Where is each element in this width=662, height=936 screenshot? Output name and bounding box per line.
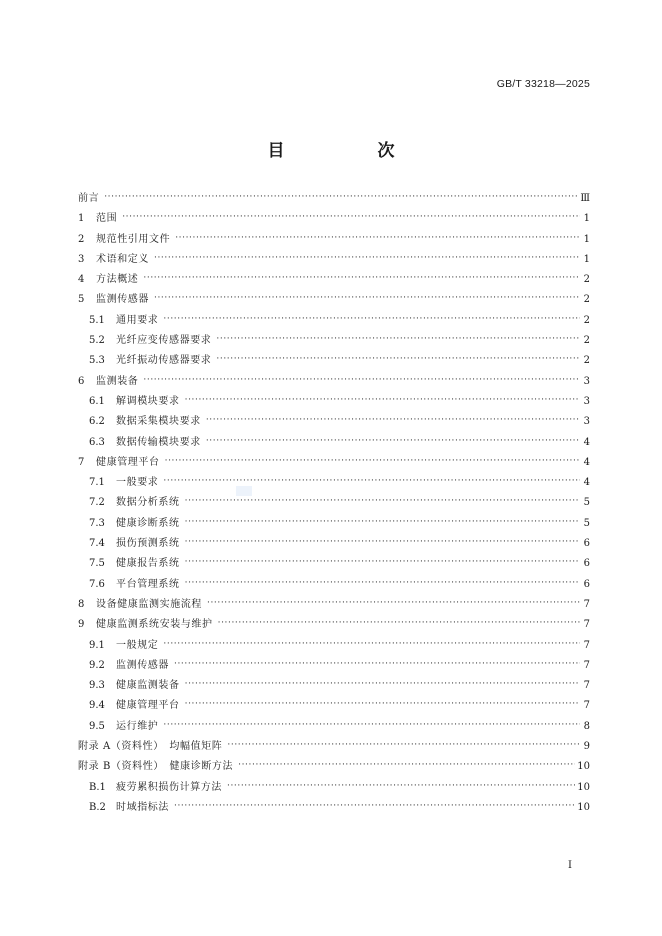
toc-entry[interactable] bbox=[78, 372, 590, 392]
toc-entry[interactable] bbox=[78, 412, 590, 432]
toc-entry-label: 数据分析系统 bbox=[116, 497, 180, 509]
toc-entry-number: 7.1 bbox=[89, 477, 105, 489]
toc-entry[interactable] bbox=[78, 595, 590, 615]
dot-leader bbox=[143, 374, 580, 385]
toc-entry-number: 7.5 bbox=[89, 558, 105, 570]
toc-entry-number: B.1 bbox=[89, 781, 106, 793]
toc-entry-number: 3 bbox=[78, 253, 85, 265]
toc-entry-number: 9.5 bbox=[89, 720, 105, 732]
toc-entry-page: 7 bbox=[583, 598, 590, 610]
toc-entry-page: 10 bbox=[577, 801, 590, 813]
toc-title: 目 次 bbox=[267, 141, 433, 161]
toc-entry-label: 时域指标法 bbox=[116, 801, 169, 813]
toc-entry[interactable] bbox=[78, 737, 590, 757]
toc-entry-page: 2 bbox=[583, 274, 590, 286]
toc-entry[interactable] bbox=[78, 433, 590, 453]
dot-leader bbox=[163, 475, 580, 486]
toc-entry-number: 6.2 bbox=[89, 416, 105, 428]
dot-leader bbox=[207, 597, 580, 608]
toc-entry-number: 8 bbox=[78, 598, 85, 610]
toc-entry-number: 7.2 bbox=[89, 497, 105, 509]
toc-entry-label: 健康诊断系统 bbox=[116, 517, 180, 529]
toc-entry-label: 光纤应变传感器要求 bbox=[116, 335, 212, 347]
toc-entry-label: 一般规定 bbox=[116, 639, 159, 651]
toc-entry-label: 健康管理平台 bbox=[116, 700, 180, 712]
dot-leader bbox=[216, 333, 580, 344]
toc-entry-page: 1 bbox=[583, 213, 590, 225]
toc-entry[interactable] bbox=[78, 676, 590, 696]
dot-leader bbox=[163, 313, 580, 324]
toc-entry-label: 通用要求 bbox=[116, 314, 159, 326]
toc-entry-label: 附录 B（资料性） 健康诊断方法 bbox=[78, 761, 234, 773]
dot-leader bbox=[154, 292, 580, 303]
toc-entry-number: 7.6 bbox=[89, 578, 105, 590]
toc-entry[interactable] bbox=[78, 351, 590, 371]
toc-entry-label: 平台管理系统 bbox=[116, 578, 180, 590]
dot-leader bbox=[104, 191, 578, 202]
toc-entry-label: 解调模块要求 bbox=[116, 395, 180, 407]
toc-entry-page: 6 bbox=[583, 538, 590, 550]
toc-entry-page: 1 bbox=[583, 253, 590, 265]
toc-entry-page: 4 bbox=[583, 436, 590, 448]
toc-entry[interactable] bbox=[78, 453, 590, 473]
toc-entry[interactable] bbox=[78, 493, 590, 513]
toc-entry[interactable] bbox=[78, 230, 590, 250]
toc-entry[interactable] bbox=[78, 798, 590, 818]
dot-leader bbox=[185, 698, 580, 709]
toc-entry-number: 5 bbox=[78, 294, 85, 306]
toc-entry-page: 5 bbox=[583, 517, 590, 529]
toc-entry-label: 数据传输模块要求 bbox=[116, 436, 201, 448]
toc-entry-number: 5.1 bbox=[89, 314, 105, 326]
toc-entry[interactable] bbox=[78, 554, 590, 574]
toc-entry-label: 健康监测装备 bbox=[116, 680, 180, 692]
toc-entry[interactable] bbox=[78, 473, 590, 493]
toc-entry-label: 监测传感器 bbox=[116, 659, 169, 671]
toc-entry-label: 监测装备 bbox=[96, 375, 139, 387]
toc-entry[interactable] bbox=[78, 189, 590, 209]
toc-entry-number: 2 bbox=[78, 233, 85, 245]
dot-leader bbox=[185, 495, 580, 506]
toc-entry-number: 6.3 bbox=[89, 436, 105, 448]
toc-entry[interactable] bbox=[78, 534, 590, 554]
toc-entry[interactable] bbox=[78, 717, 590, 737]
toc-entry-number: 5.2 bbox=[89, 335, 105, 347]
toc-entry-label: 健康监测系统安装与维护 bbox=[96, 619, 213, 631]
toc-entry-page: 7 bbox=[583, 639, 590, 651]
toc-entry-label: 疲劳累积损伤计算方法 bbox=[116, 781, 222, 793]
dot-leader bbox=[206, 435, 580, 446]
toc-entry-page: 10 bbox=[577, 781, 590, 793]
toc-entry-page: 7 bbox=[583, 680, 590, 692]
toc-entry[interactable] bbox=[78, 636, 590, 656]
dot-leader bbox=[175, 232, 580, 243]
toc-entry-page: 3 bbox=[583, 395, 590, 407]
toc-entry-number: B.2 bbox=[89, 801, 106, 813]
toc-entry-page: 8 bbox=[583, 720, 590, 732]
toc-entry-label: 术语和定义 bbox=[96, 253, 149, 265]
toc-entry-page: 9 bbox=[583, 741, 590, 753]
toc-entry-label: 健康管理平台 bbox=[96, 456, 160, 468]
toc-entry-page: 7 bbox=[583, 659, 590, 671]
toc-entry[interactable] bbox=[78, 331, 590, 351]
toc-entry-label: 数据采集模块要求 bbox=[116, 416, 201, 428]
table-of-contents bbox=[78, 189, 590, 818]
toc-entry-page: 3 bbox=[583, 375, 590, 387]
toc-entry-number: 7.3 bbox=[89, 517, 105, 529]
toc-entry-label: 设备健康监测实施流程 bbox=[96, 598, 202, 610]
toc-entry-page: 7 bbox=[583, 700, 590, 712]
dot-leader bbox=[185, 394, 580, 405]
dot-leader bbox=[185, 556, 580, 567]
toc-entry-number: 1 bbox=[78, 213, 85, 225]
toc-entry-number: 5.3 bbox=[89, 355, 105, 367]
standard-code: GB/T 33218—2025 bbox=[496, 78, 590, 90]
toc-entry-number: 7.4 bbox=[89, 538, 105, 550]
toc-entry[interactable] bbox=[78, 656, 590, 676]
toc-entry-page: 4 bbox=[583, 477, 590, 489]
dot-leader bbox=[206, 414, 580, 425]
toc-entry-page: 4 bbox=[583, 456, 590, 468]
toc-entry-page: 7 bbox=[583, 619, 590, 631]
toc-entry-label: 光纤振动传感器要求 bbox=[116, 355, 212, 367]
toc-entry-number: 4 bbox=[78, 274, 85, 286]
toc-entry[interactable] bbox=[78, 311, 590, 331]
page-number: I bbox=[568, 860, 572, 871]
dot-leader bbox=[163, 719, 580, 730]
toc-entry-label: 运行维护 bbox=[116, 720, 159, 732]
toc-entry-page: 5 bbox=[583, 497, 590, 509]
toc-entry[interactable] bbox=[78, 290, 590, 310]
toc-entry[interactable] bbox=[78, 209, 590, 229]
dot-leader bbox=[185, 678, 580, 689]
dot-leader bbox=[218, 617, 580, 628]
toc-entry-label: 范围 bbox=[96, 213, 118, 225]
toc-entry-number: 6.1 bbox=[89, 395, 105, 407]
dot-leader bbox=[143, 272, 580, 283]
toc-entry-label: 前言 bbox=[78, 193, 100, 204]
toc-entry[interactable] bbox=[78, 696, 590, 716]
toc-entry-number: 9 bbox=[78, 619, 85, 631]
dot-leader bbox=[227, 780, 575, 791]
toc-entry-number: 7 bbox=[78, 456, 85, 468]
toc-entry-label: 方法概述 bbox=[96, 274, 139, 286]
dot-leader bbox=[154, 252, 580, 263]
toc-entry[interactable] bbox=[78, 778, 590, 798]
toc-entry-page: 2 bbox=[583, 314, 590, 326]
toc-entry[interactable] bbox=[78, 757, 590, 777]
toc-entry-label: 健康报告系统 bbox=[116, 558, 180, 570]
toc-entry-page: 2 bbox=[583, 294, 590, 306]
toc-entry-page: 2 bbox=[583, 335, 590, 347]
toc-entry-page: 10 bbox=[577, 761, 590, 773]
toc-entry-number: 6 bbox=[78, 375, 85, 387]
dot-leader bbox=[216, 353, 580, 364]
dot-leader bbox=[122, 211, 580, 222]
toc-entry-label: 一般要求 bbox=[116, 477, 159, 489]
dot-leader bbox=[185, 516, 580, 527]
toc-entry-number: 9.1 bbox=[89, 639, 105, 651]
toc-entry[interactable] bbox=[78, 615, 590, 635]
toc-entry-label: 损伤预测系统 bbox=[116, 538, 180, 550]
toc-entry-page: 6 bbox=[583, 558, 590, 570]
toc-entry-number: 9.2 bbox=[89, 659, 105, 671]
dot-leader bbox=[238, 759, 575, 770]
toc-entry[interactable] bbox=[78, 250, 590, 270]
toc-entry-label: 附录 A（资料性） 均幅值矩阵 bbox=[78, 741, 223, 753]
toc-entry-page: 3 bbox=[583, 416, 590, 428]
toc-entry-label: 规范性引用文件 bbox=[96, 233, 171, 245]
dot-leader bbox=[174, 658, 580, 669]
toc-entry[interactable] bbox=[78, 270, 590, 290]
toc-entry[interactable] bbox=[78, 392, 590, 412]
toc-entry-number: 9.4 bbox=[89, 700, 105, 712]
toc-entry-page: Ⅲ bbox=[580, 193, 590, 204]
dot-leader bbox=[165, 455, 580, 466]
dot-leader bbox=[185, 577, 580, 588]
toc-entry-page: 1 bbox=[583, 233, 590, 245]
dot-leader bbox=[163, 638, 580, 649]
dot-leader bbox=[185, 536, 580, 547]
toc-entry-number: 9.3 bbox=[89, 680, 105, 692]
dot-leader bbox=[227, 739, 580, 750]
toc-entry[interactable] bbox=[78, 575, 590, 595]
toc-entry-page: 2 bbox=[583, 355, 590, 367]
dot-leader bbox=[174, 800, 575, 811]
toc-entry-page: 6 bbox=[583, 578, 590, 590]
toc-entry-label: 监测传感器 bbox=[96, 294, 149, 306]
toc-entry[interactable] bbox=[78, 514, 590, 534]
